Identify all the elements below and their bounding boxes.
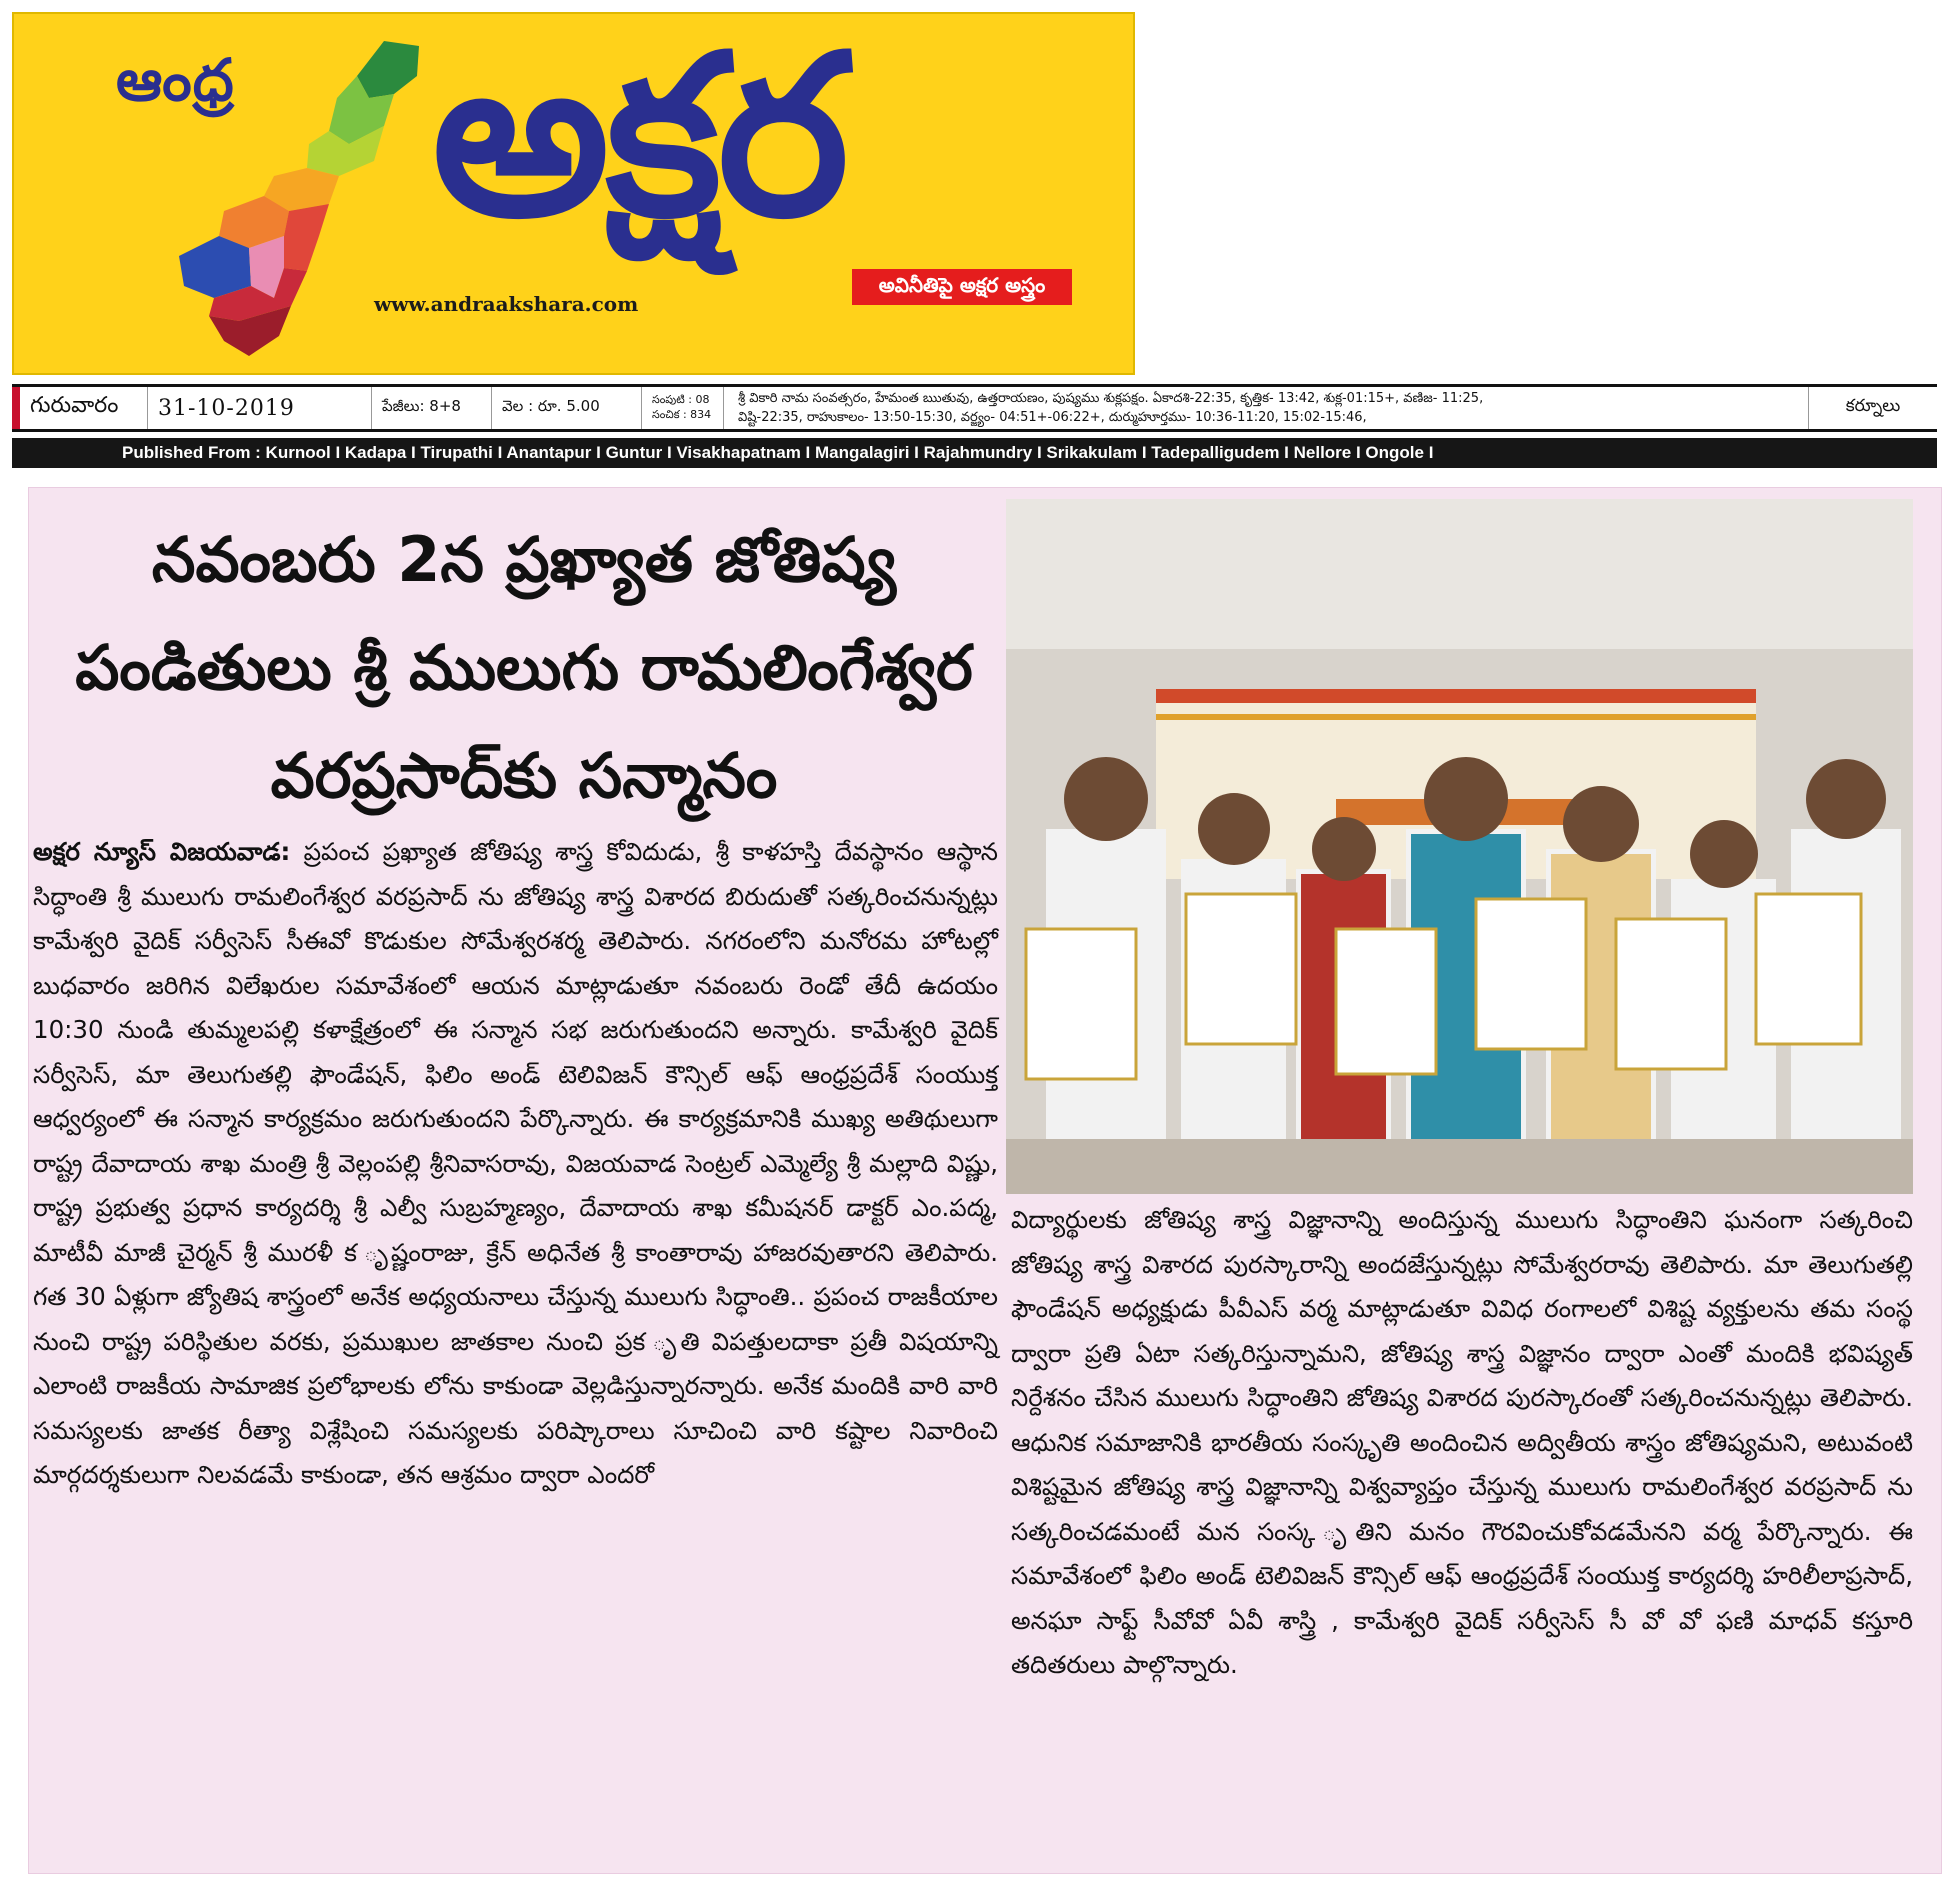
edition-city: కర్నూలు — [1845, 396, 1901, 416]
date-strip — [12, 384, 1937, 432]
map-region-6 — [284, 204, 329, 271]
panchangam-line-2: విష్టి-22:35, రాహుకాలం- 13:50-15:30, వర్జ్యం- 04:51+-06:22+, దుర్ముహూర్తము- 10:36-11:20, 15:02-15:46, — [738, 410, 1367, 425]
event-photo — [1006, 499, 1913, 1194]
brand-andhra: ఆంధ్ర — [116, 46, 235, 114]
headline-line-3: వరప్రసాద్‌కు సన్మానం — [270, 739, 778, 812]
website-url[interactable]: www.andraakshara.com — [374, 292, 639, 316]
brand-akshara: అక్షర — [432, 8, 846, 266]
panchangam — [724, 387, 1809, 429]
volume-issue — [642, 387, 724, 429]
map-region-7 — [179, 236, 251, 298]
tagline-badge: అవినీతిపై అక్షర అస్త్రం — [852, 269, 1072, 305]
weekday: గురువారం — [20, 387, 148, 429]
published-from-bar: Published From : Kurnool I Kadapa I Tirupathi I Anantapur I Guntur I Visakhapatnam I Mangalagiri I Rajahmundry I Srikakulam I Tadepalligudem I Nellore I Ongole I — [12, 438, 1937, 468]
price: వెల : రూ. 5.00 — [492, 387, 642, 429]
article-block — [28, 487, 1942, 1874]
issue-number: సంచిక : 834 — [652, 408, 712, 421]
headline-line-1: నవంబరు 2న ప్రఖ్యాత జోతిష్య — [151, 523, 897, 596]
dateline: అక్షర న్యూస్ విజయవాడ: — [33, 837, 291, 866]
issue-date: 31-10-2019 — [148, 387, 372, 429]
panchangam-line-1: శ్రీ వికారి నామ సంవత్సరం, హేమంత ఋతువు, ఉత్తరాయణం, పుష్యము శుక్లపక్షం. ఏకాదశి-22:35, కృత్తిక- 13:42, శుక్ల-01:15+, వణిజ- 11:25, — [738, 390, 1484, 406]
headline-line-2: పండితులు శ్రీ ములుగు రామలింగేశ్వర — [75, 631, 973, 704]
masthead — [12, 8, 1135, 375]
volume-number: సంపుటి : 08 — [652, 393, 710, 407]
map-region-1 — [357, 41, 419, 98]
lead-text: ప్రపంచ ప్రఖ్యాత జోతిష్య శాస్త్ర కోవిదుడు, శ్రీ కాళహస్తి దేవస్థానం ఆస్థాన సిద్ధాంతి శ్రీ ములుగు రామలింగేశ్వర వరప్రసాద్ ను జోతిష్య శాస్త్ర విశారద బిరుదుతో సత్కరించనున్నట్లు కామేశ్వరి వైదిక్ సర్వీసెస్ సీఈవో కొడుకుల సోమేశ్వరశర్మ తెలిపారు. నగరంలోని మనోరమ హోటల్లో బుధవారం జరిగిన విలేఖరుల సమావేశంలో ఆయన మాట్లాడుతూ నవంబరు రెండో తేదీ ఉదయం 10:30 నుండి తుమ్మలపల్లి కళాక్షేత్రంలో ఈ సన్మాన సభ జరుగుతుందని అన్నారు. కామేశ్వరి వైదిక్ సర్వీసెస్, మా తెలుగుతల్లి ఫౌండేషన్, ఫిలిం అండ్ టెలివిజన్ కౌన్సిల్ ఆఫ్ ఆంధ్రప్రదేశ్ సంయుక్త ఆధ్వర్యంలో ఈ సన్మాన కార్యక్రమం జరుగుతుందని పేర్కొన్నారు. ఈ కార్యక్రమానికి ముఖ్య అతిథులుగా రాష్ట్ర దేవాదాయ శాఖ మంత్రి శ్రీ వెల్లంపల్లి శ్రీనివాసరావు, విజయవాడ సెంట్రల్ ఎమ్మెల్యే శ్రీ మల్లాది విష్ణు, రాష్ట్ర ప్రభుత్వ ప్రధాన కార్యదర్శి శ్రీ ఎల్వీ సుబ్రహ్మణ్యం, దేవాదాయ శాఖ కమీషనర్ డాక్టర్ ఎం.పద్మ, మాటీవీ మాజీ చైర్మన్ శ్రీ మురళీ క ృష్ణంరాజు, క్రేన్ అధినేత శ్రీ కాంతారావు హాజరవుతారని తెలిపారు. గత 30 ఏళ్లుగా జ్యోతిష శాస్త్రంలో అనేక అధ్యయనాలు చేస్తున్న ములుగు సిద్ధాంతి.. ప్రపంచ రాజకీయాల నుంచి రాష్ట్ర పరిస్థితుల వరకు, ప్రముఖుల జాతకాల నుంచి ప్రక ృతి విపత్తులదాకా ప్రతీ విషయాన్ని ఎలాంటి రాజకీయ సామాజిక ప్రలోభాలకు లోను కాకుండా వెల్లడిస్తున్నారన్నారు. అనేక మందికి వారి వారి సమస్యలకు జాతక రీత్యా విశ్లేషించి సమస్యలకు పరిష్కారాలు సూచించి వారి కష్టాల నివారించి మార్గదర్శకులుగా నిలవడమే కాకుండా, తన ఆశ్రమం ద్వారా ఎందరో — [33, 837, 998, 1489]
article-body-column-2: విద్యార్థులకు జోతిష్య శాస్త్ర విజ్ఞానాన్ని అందిస్తున్న ములుగు సిద్ధాంతిని ఘనంగా సత్కరించి జోతిష్య శాస్త్ర విశారద పురస్కారాన్ని అందజేస్తున్నట్లు సోమేశ్వరరావు తెలిపారు. మా తెలుగుతల్లి ఫౌండేషన్ అధ్యక్షుడు పీవీఎస్ వర్మ మాట్లాడుతూ వివిధ రంగాలలో విశిష్ట వ్యక్తులను తమ సంస్థ ద్వారా ప్రతి ఏటా సత్కరిస్తున్నామని, జోతిష్య శాస్త్ర విజ్ఞానం ద్వారా ఎంతో మందికి భవిష్యత్ నిర్దేశనం చేసిన ములుగు సిద్ధాంతిని జోతిష్య విశారద పురస్కారంతో సత్కరించనున్నట్లు తెలిపారు. ఆధునిక సమాజానికి భారతీయ సంస్కృతి అందించిన అద్వితీయ శాస్త్రం జోతిష్యమని, అటువంటి విశిష్టమైన జోతిష్య శాస్త్ర విజ్ఞానాన్ని విశ్వవ్యాప్తం చేస్తున్న ములుగు రామలింగేశ్వర వరప్రసాద్ ను సత్కరించడమంటే మన సంస్క ృతిని మనం గౌరవించుకోవడమేనని వర్మ పేర్కొన్నారు. ఈ సమావేశంలో ఫిలిం అండ్ టెలివిజన్ కౌన్సిల్ ఆఫ్ ఆంధ్రప్రదేశ్ సంయుక్త కార్యదర్శి హరిలీలాప్రసాద్, అనఘా సాఫ్ట్ సీవోవో ఏవీ శాస్త్రి , కామేశ్వరి వైదిక్ సర్వీసెస్ సీ వో వో ఫణి మాధవ్ కస్తూరి తదితరులు పాల్గొన్నారు. — [1011, 1205, 1913, 1679]
article-headline — [49, 506, 999, 830]
page-count: పేజీలు: 8+8 — [372, 387, 492, 429]
article-body-column-1 — [33, 830, 998, 1498]
date-strip-accent — [12, 387, 20, 429]
